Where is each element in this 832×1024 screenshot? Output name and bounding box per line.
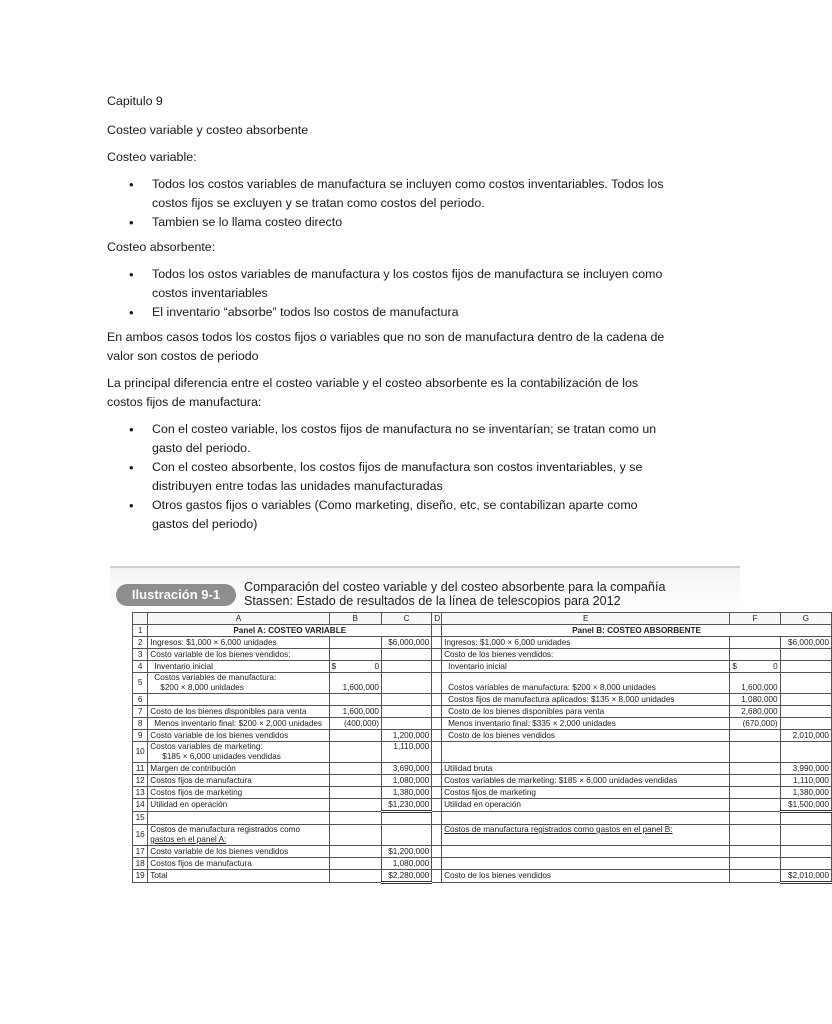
table-cell: Menos inventario final: $200 × 2,000 unidades: [148, 718, 329, 730]
table-row: [133, 742, 832, 763]
table-cell: 3,690,000: [382, 763, 432, 775]
table-cell: Costo de los bienes vendidos: [442, 870, 730, 883]
table-cell: Costo variable de los bienes vendidos: [148, 846, 329, 858]
difference-list: [107, 420, 667, 534]
illustration-label: Ilustración 9-1: [116, 584, 236, 606]
illustration-9-1: [110, 566, 829, 900]
table-cell: Costos fijos de marketing: [148, 787, 329, 799]
variable-costing-heading: Costeo variable:: [107, 150, 197, 164]
table-row: [133, 706, 832, 718]
table-cell: Costos variables de manufactura: $200 × 8,000 unidades: [148, 673, 329, 694]
row-number: 16: [133, 825, 148, 846]
column-header: F: [730, 613, 780, 625]
list-item: • Todos los ostos variables de manufactura y los costos fijos de manufactura se incluyen como costos inventariables: [107, 265, 667, 303]
row-number: 5: [133, 673, 148, 694]
row-number: 13: [133, 787, 148, 799]
table-cell: $ 0: [329, 661, 381, 673]
row-number: 11: [133, 763, 148, 775]
panel-b-title: Panel B: COSTEO ABSORBENTE: [442, 625, 832, 637]
table-cell: 2,680,000: [730, 706, 780, 718]
table-cell: 1,080,000: [382, 858, 432, 870]
table-cell: 1,110,000: [382, 742, 432, 763]
row-number: 1: [133, 625, 148, 637]
illustration-header: [110, 566, 740, 610]
chapter-heading: Capitulo 9: [107, 94, 163, 108]
column-header: B: [329, 613, 381, 625]
paragraph-main-difference: La principal diferencia entre el costeo variable y el costeo absorbente es la contabilización de los costos fijos de manufactura:: [107, 376, 639, 409]
table-cell: $6,000,000: [780, 637, 831, 649]
table-cell: Costos variables de manufactura: $200 × 8,000 unidades: [442, 673, 730, 694]
column-header: E: [442, 613, 730, 625]
column-header: C: [382, 613, 432, 625]
table-cell: 2,010,000: [780, 730, 831, 742]
row-number: 15: [133, 812, 148, 825]
row-number: 4: [133, 661, 148, 673]
table-cell: Ingresos: $1,000 × 6,000 unidades: [442, 637, 730, 649]
table-cell: Costo de los bienes disponibles para venta: [442, 706, 730, 718]
paragraph-fixed-costs: En ambos casos todos los costos fijos o variables que no son de manufactura dentro de la cadena de valor son costos de periodo: [107, 330, 665, 363]
column-header: G: [780, 613, 831, 625]
table-cell: 1,380,000: [780, 787, 831, 799]
table-cell: Costo de los bienes vendidos: [442, 730, 730, 742]
table-row: [133, 673, 832, 694]
table-row: [133, 775, 832, 787]
row-number: 3: [133, 649, 148, 661]
table-row: [133, 649, 832, 661]
table-cell: Costos fijos de manufactura: [148, 775, 329, 787]
table-cell: Costo variable de los bienes vendidos: [148, 730, 329, 742]
table-row: [133, 825, 832, 846]
list-item: • Otros gastos fijos o variables (Como marketing, diseño, etc, se contabilizan aparte como gastos del periodo): [107, 496, 667, 534]
table-cell: 3,990,000: [780, 763, 831, 775]
column-header-row: [133, 613, 832, 625]
list-item: • Con el costeo variable, los costos fijos de manufactura no se inventarían; se tratan como un gasto del periodo.: [107, 420, 667, 458]
column-header: A: [148, 613, 329, 625]
row-number: 9: [133, 730, 148, 742]
table-cell: Utilidad en operación: [148, 799, 329, 812]
table-row: [133, 718, 832, 730]
table-cell: $1,200,000: [382, 846, 432, 858]
variable-costing-list: [107, 175, 667, 232]
table-row: [133, 661, 832, 673]
table-cell: Costo de los bienes vendidos:: [442, 649, 730, 661]
income-statement-table: [132, 612, 832, 884]
table-cell: Costos variables de marketing: $185 × 6,000 unidades vendidas: [148, 742, 329, 763]
row-number: 10: [133, 742, 148, 763]
document-title: Costeo variable y costeo absorbente: [107, 123, 309, 137]
table-cell: 1,080,000: [730, 694, 780, 706]
row-number: 18: [133, 858, 148, 870]
table-cell: 1,600,000: [329, 673, 381, 694]
list-item: • Todos los costos variables de manufactura se incluyen como costos inventariables. Todos los costos fijos se excluyen y se tratan como costos del periodo.: [107, 175, 667, 213]
table-cell: Utilidad en operación: [442, 799, 730, 812]
table-cell: Costos fijos de manufactura: [148, 858, 329, 870]
row-number: 7: [133, 706, 148, 718]
table-cell: Costo variable de los bienes vendidos:: [148, 649, 329, 661]
row-number: 8: [133, 718, 148, 730]
table-cell: (670,000): [730, 718, 780, 730]
table-cell: 1,110,000: [780, 775, 831, 787]
table-row: [133, 812, 832, 825]
row-number: 2: [133, 637, 148, 649]
row-number: 17: [133, 846, 148, 858]
table-cell: Costo de los bienes disponibles para venta: [148, 706, 329, 718]
list-item: • El inventario “absorbe” todos lso costos de manufactura: [107, 303, 667, 322]
list-item: • Con el costeo absorbente, los costos fijos de manufactura son costos inventariables, y se distribuyen entre todas las unidades manufacturadas: [107, 458, 667, 496]
table-row: [133, 787, 832, 799]
table-cell: Inventario inicial: [442, 661, 730, 673]
column-header: D: [432, 613, 442, 625]
table-row: [133, 694, 832, 706]
table-cell: Costos de manufactura registrados como gastos en el panel B:: [442, 825, 730, 846]
caption-line: Comparación del costeo variable y del costeo absorbente para la compañía: [244, 580, 666, 594]
table-row: [133, 637, 832, 649]
table-row: [133, 763, 832, 775]
table-cell: Menos inventario final: $335 × 2,000 unidades: [442, 718, 730, 730]
table-cell: 1,380,000: [382, 787, 432, 799]
row-number: 6: [133, 694, 148, 706]
table-cell: 1,600,000: [329, 706, 381, 718]
panel-a-title: Panel A: COSTEO VARIABLE: [148, 625, 432, 637]
table-cell: (400,000): [329, 718, 381, 730]
document-body: [107, 92, 667, 540]
table-cell: Total: [148, 870, 329, 883]
table-cell: $2,280,000: [382, 870, 432, 883]
table-cell: Costos fijos de manufactura aplicados: $135 × 8,000 unidades: [442, 694, 730, 706]
illustration-caption: [244, 580, 665, 608]
table-row: [133, 799, 832, 812]
table-cell: 1,200,000: [382, 730, 432, 742]
table-cell: $ 0: [730, 661, 780, 673]
table-cell: Margen de contribución: [148, 763, 329, 775]
table-cell: $1,500,000: [780, 799, 831, 812]
row-number: 19: [133, 870, 148, 883]
table-cell: $6,000,000: [382, 637, 432, 649]
table-row: [133, 858, 832, 870]
absorbent-costing-list: [107, 265, 667, 322]
table-cell: Utilidad bruta: [442, 763, 730, 775]
table-row: [133, 846, 832, 858]
row-number: 14: [133, 799, 148, 812]
table-cell: $2,010,000: [780, 870, 831, 883]
table-cell: Inventario inicial: [148, 661, 329, 673]
table-cell: 1,080,000: [382, 775, 432, 787]
table-cell: $1,230,000: [382, 799, 432, 812]
list-item: • Tambien se lo llama costeo directo: [107, 213, 667, 232]
table-row: [133, 870, 832, 883]
caption-line: Stassen: Estado de resultados de la línea de telescopios para 2012: [244, 594, 621, 608]
table-row: [133, 625, 832, 637]
table-cell: Costos fijos de marketing: [442, 787, 730, 799]
table-cell: Costos variables de marketing: $185 × 6,000 unidades vendidas: [442, 775, 730, 787]
table-cell: 1,600,000: [730, 673, 780, 694]
table-cell: Costos de manufactura registrados como gastos en el panel A:: [148, 825, 329, 846]
table-cell: Ingresos: $1,000 × 6,000 unidades: [148, 637, 329, 649]
row-number: 12: [133, 775, 148, 787]
table-row: [133, 730, 832, 742]
absorbent-costing-heading: Costeo absorbente:: [107, 240, 216, 254]
